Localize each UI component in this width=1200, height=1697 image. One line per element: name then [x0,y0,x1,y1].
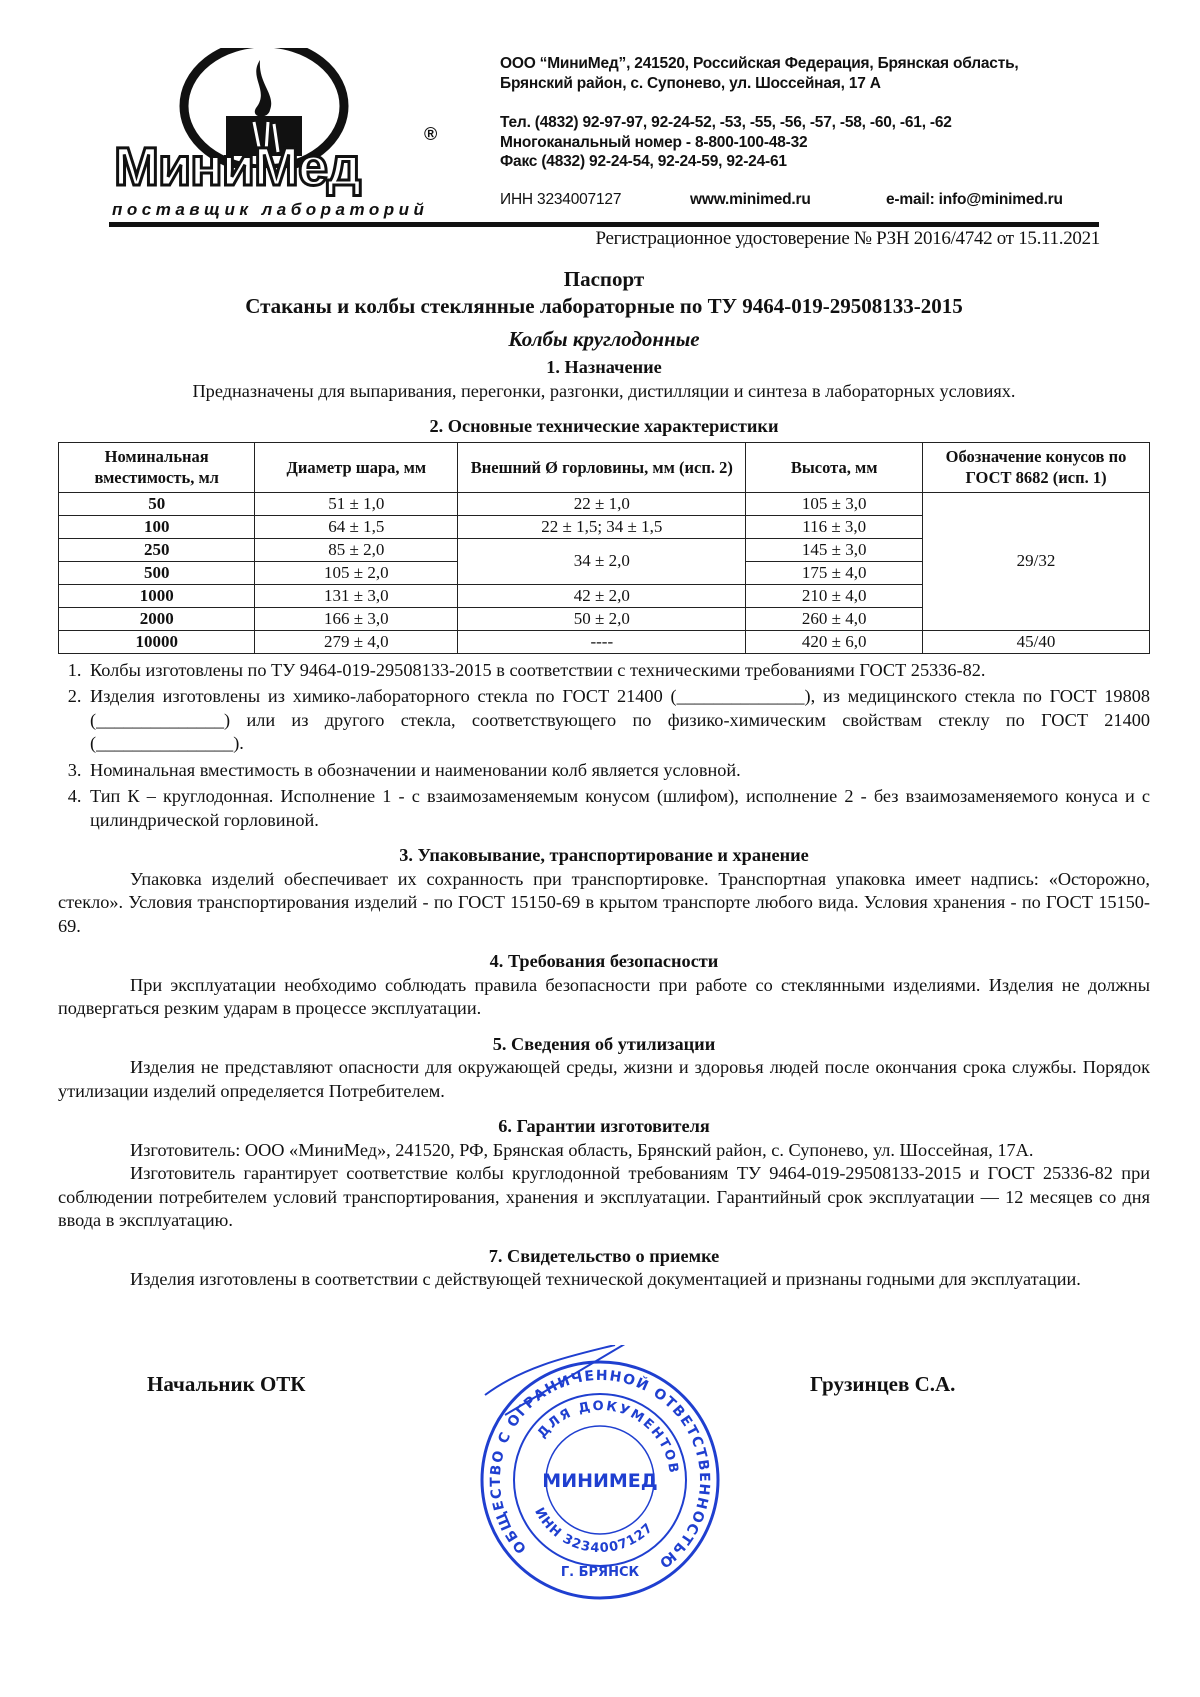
note-item: 1. Колбы изготовлены по ТУ 9464-019-29508133-2015 в соответствии с техническими требованиями ГОСТ 25336-82. [86,659,1150,683]
warranty-text: Изготовитель гарантирует соответствие колбы круглодонной требованиям ТУ 9464-019-29508133-2015 и ГОСТ 25336-82 при соблюдении потребителем условий транспортирования, хранения и эксплуатации. Гарантийный срок эксплуатации — 12 месяцев со дня ввода в эксплуатацию. [58,1163,1150,1230]
website-link[interactable]: www.minimed.ru [690,191,811,208]
table-cell: 105 ± 2,0 [255,561,458,584]
section-heading-packaging: 3. Упаковывание, транспортирование и хранение [399,845,809,865]
table-header-row [59,442,1150,492]
column-header: Внешний Ø горловины, мм (исп. 2) [458,442,746,492]
column-header: Диаметр шара, мм [255,442,458,492]
table-cell: 260 ± 4,0 [746,607,923,630]
logo-tagline: поставщик лабораторий [112,200,429,219]
table-row [59,492,1150,515]
table-cell: 42 ± 2,0 [458,584,746,607]
purpose-text: Предназначены для выпаривания, перегонки, разгонки, дистилляции и синтеза в лабораторных условиях. [192,380,1016,401]
signatory-name: Грузинцев С.А. [810,1372,956,1396]
company-address-line1: ООО “МиниМед”, 241520, Российская Федерация, Брянская область, [500,55,1019,72]
notes-list [58,659,1150,833]
document-subtitle: Стаканы и колбы стеклянные лабораторные по ТУ 9464-019-29508133-2015 [245,294,963,318]
stamp-city-text: Г. БРЯНСК [560,1565,640,1580]
stamp-inner-text: ДЛЯ ДОКУМЕНТОВ [534,1398,681,1476]
table-cell: 64 ± 1,5 [255,515,458,538]
table-cell: 50 ± 2,0 [458,607,746,630]
stamp-center-text: МИНИМЕД [542,1470,658,1492]
manufacturer-text: Изготовитель: ООО «МиниМед», 241520, РФ, Брянская область, Брянский район, с. Супонево, ул. Шоссейная, 17А. [130,1139,1034,1160]
table-cell: 250 [59,538,255,561]
specs-table [58,442,1150,654]
note-item: 4. Тип К – круглодонная. Исполнение 1 - с взаимозаменяемым конусом (шлифом), исполнение 2 - без взаимозаменяемого конуса и с цилиндрической горловиной. [86,785,1150,832]
company-logo [108,48,438,223]
stamp-ring-text: ОБЩЕСТВО С ОГРАНИЧЕННОЙ ОТВЕТСТВЕННОСТЬЮ [487,1367,713,1572]
table-cell: 100 [59,515,255,538]
acceptance-text: Изделия изготовлены в соответствии с действующей технической документацией и признаны годными для эксплуатации. [130,1269,1081,1289]
section-heading-purpose: 1. Назначение [546,357,662,377]
table-cell: 1000 [59,584,255,607]
table-cell: 279 ± 4,0 [255,630,458,653]
table-cell: 500 [59,561,255,584]
table-cell: 166 ± 3,0 [255,607,458,630]
table-cell: ---- [458,630,746,653]
note-item: 2. Изделия изготовлены из химико-лабораторного стекла по ГОСТ 21400 (______________), из медицинского стекла по ГОСТ 19808 (______________) или из другого стекла, соответствующего по физико-химическим свойствам стеклу по ГОСТ 21400 (_______________). [86,685,1150,756]
table-cell: 210 ± 4,0 [746,584,923,607]
table-cell: 116 ± 3,0 [746,515,923,538]
table-cell: 420 ± 6,0 [746,630,923,653]
note-item: 3. Номинальная вместимость в обозначении и наименовании колб является условной. [86,759,1150,783]
table-cell: 50 [59,492,255,515]
table-cell: 34 ± 2,0 [458,538,746,584]
table-row [59,630,1150,653]
section-heading-acceptance: 7. Свидетельство о приемке [488,1245,720,1266]
company-address-line2: Брянский район, с. Супонево, ул. Шоссейная, 17 А [500,74,881,92]
table-cell: 85 ± 2,0 [255,538,458,561]
table-cell: 2000 [59,607,255,630]
fax-numbers: Факс (4832) 92-24-54, 92-24-59, 92-24-61 [500,153,787,170]
table-cell: 105 ± 3,0 [746,492,923,515]
column-header: Обозначение конусов по ГОСТ 8682 (исп. 1) [923,442,1150,492]
table-cell: 45/40 [923,630,1150,653]
table-cell: 22 ± 1,5; 34 ± 1,5 [458,515,746,538]
product-name: Колбы круглодонные [508,327,700,351]
disposal-text: Изделия не представляют опасности для окружающей среды, жизни и здоровья людей после окончания срока службы. Порядок утилизации изделий определяется Потребителем. [58,1057,1150,1101]
company-stamp [465,1345,735,1615]
section-heading-disposal: 5. Сведения об утилизации [492,1033,716,1054]
section-heading-specs: 2. Основные технические характеристики [429,416,779,436]
table-cell: 175 ± 4,0 [746,561,923,584]
packaging-text: Упаковка изделий обеспечивает их сохранность при транспортировке. Транспортная упаковка имеет надпись: «Осторожно, стекло». Условия транспортирования изделий - по ГОСТ 15150-69 в крытом транспорте любого вида. Условия хранения - по ГОСТ 15150-69. [58,868,1150,936]
table-cell: 145 ± 3,0 [746,538,923,561]
multichannel-number: Многоканальный номер - 8-800-100-48-32 [500,133,808,151]
section-heading-safety: 4. Требования безопасности [489,951,719,971]
section-heading-warranty: 6. Гарантии изготовителя [498,1116,710,1136]
table-cell: 51 ± 1,0 [255,492,458,515]
table-cell: 10000 [59,630,255,653]
document-title: Паспорт [563,267,645,291]
inn: ИНН 3234007127 [500,191,622,208]
company-info [500,54,1019,172]
registration-certificate: Регистрационное удостоверение № РЗН 2016/4742 от 15.11.2021 [595,228,1100,249]
header-divider [109,222,1099,227]
table-cell: 131 ± 3,0 [255,584,458,607]
email-link[interactable]: e-mail: info@minimed.ru [886,191,1063,208]
stamp-inn-text: ИНН 3234007127 [531,1505,657,1557]
svg-text:ДЛЯ ДОКУМЕНТОВ [535,1399,681,1476]
registered-mark: ® [424,124,438,144]
table-cell: 29/32 [923,492,1150,630]
signature-role: Начальник ОТК [147,1372,306,1396]
logo-wordmark: МиниМед [114,137,361,197]
column-header: Высота, мм [746,442,923,492]
safety-text: При эксплуатации необходимо соблюдать правила безопасности при работе со стеклянными изделиями. Изделия не должны подвергаться резким ударам в процессе эксплуатации. [58,974,1150,1018]
table-cell: 22 ± 1,0 [458,492,746,515]
svg-text:ИНН 3234007127 [531,1505,656,1556]
phone-numbers: Тел. (4832) 92-97-97, 92-24-52, -53, -55, -56, -57, -58, -60, -61, -62 [500,114,952,131]
column-header: Номинальная вместимость, мл [59,442,255,492]
